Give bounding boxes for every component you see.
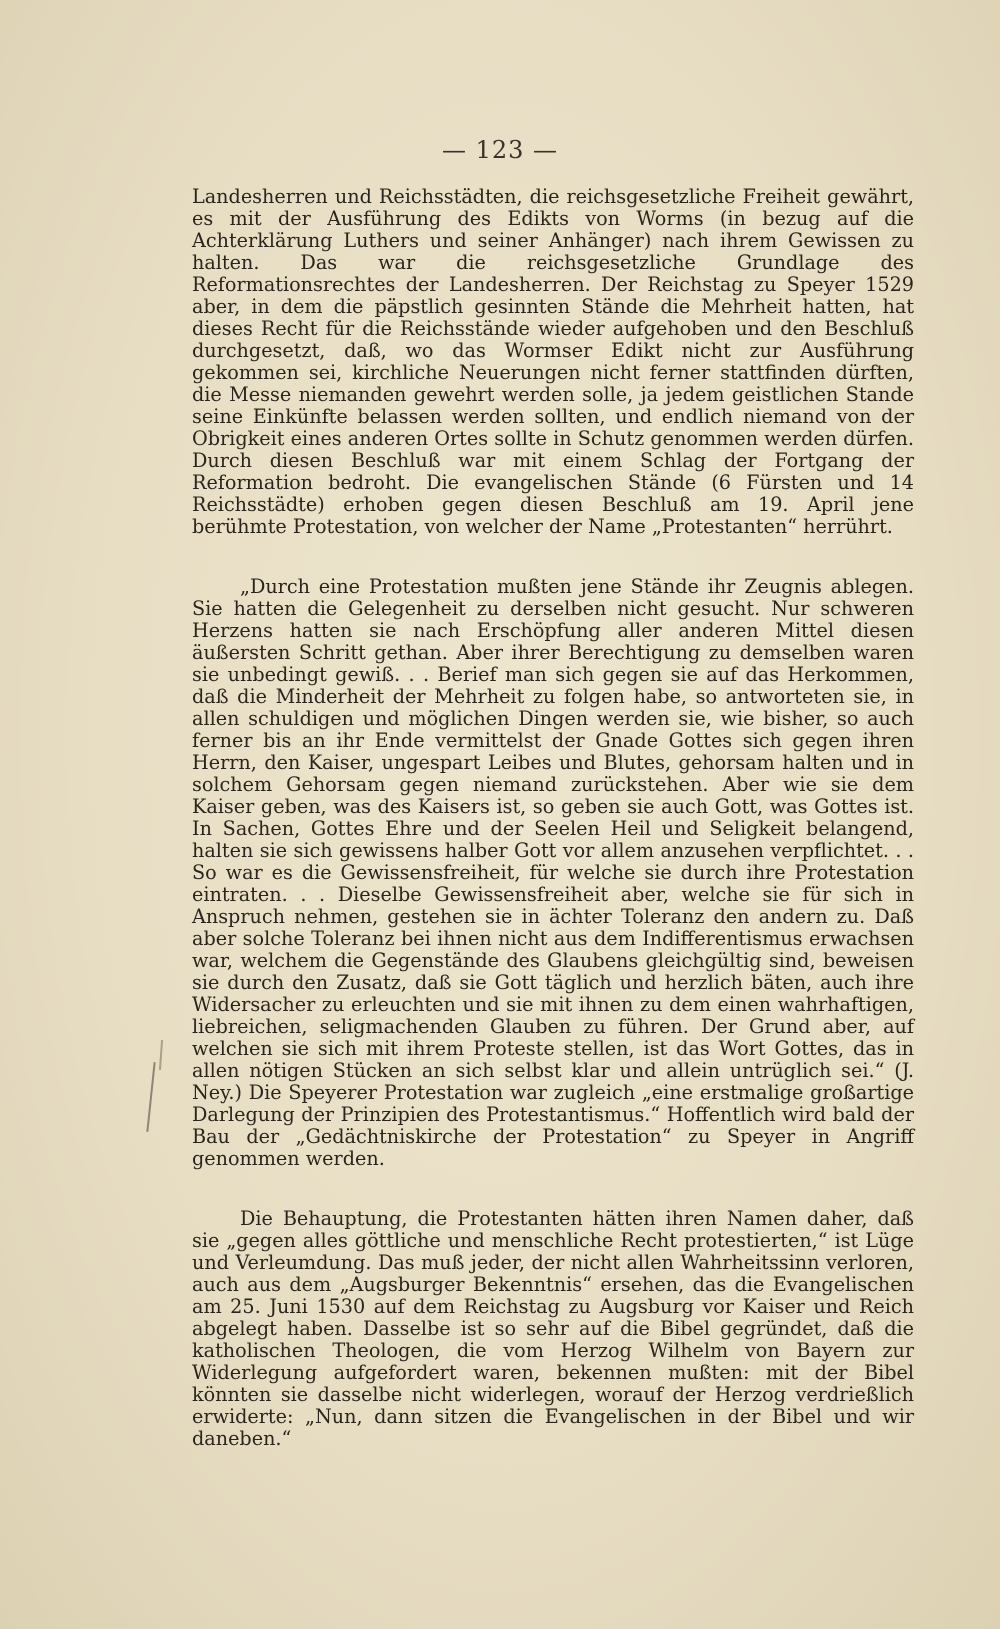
- paragraph-reformation-rights: Landesherren und Reichsstädten, die reichsgesetzliche Freiheit gewährt, es mit der Ausführung des Edikts von Worms (in bezug auf die Achterklärung Luthers und seiner Anhänger) nach ihrem Gewissen zu halten. Das war die reichsgesetzliche Grundlage des Reformationsrechtes der Landesherren. Der Reichstag zu Speyer 1529 aber, in dem die päpstlich gesinnten Stände die Mehrheit hatten, hat dieses Recht für die Reichsstände wieder aufgehoben und den Beschluß durchgesetzt, daß, wo das Wormser Edikt nicht zur Ausführung gekommen sei, kirchliche Neuerungen nicht ferner stattfinden dürften, die Messe niemanden gewehrt werden solle, ja jedem geistlichen Stande seine Einkünfte belassen werden sollten, und endlich niemand von der Obrigkeit eines anderen Ortes sollte in Schutz genommen werden dürfen. Durch diesen Beschluß war mit einem Schlag der Fortgang der Reformation bedroht. Die evangelischen Stände (6 Fürsten und 14 Reichsstädte) erhoben gegen diesen Beschluß am 19. April jene berühmte Protestation, von welcher der Name „Protestanten“ herrührt.: [192, 185, 914, 538]
- page-number: — 123 —: [441, 136, 559, 164]
- pencil-margin-mark: [146, 1062, 155, 1132]
- body-text: [192, 186, 914, 1450]
- paragraph-protestation-quote: „Durch eine Protestation mußten jene Stände ihr Zeugnis ablegen. Sie hatten die Gelegenheit zu derselben nicht gesucht. Nur schweren Herzens hatten sie nach Erschöpfung aller anderen Mittel diesen äußersten Schritt gethan. Aber ihrer Berechtigung zu demselben waren sie unbedingt gewiß. . . Berief man sich gegen sie auf das Herkommen, daß die Minderheit der Mehrheit zu folgen habe, so antworteten sie, in allen schuldigen und möglichen Dingen werden sie, wie bisher, so auch ferner bis an ihr Ende vermittelst der Gnade Gottes sich gegen ihren Herrn, den Kaiser, ungespart Leibes und Blutes, gehorsam halten und in solchem Gehorsam gegen niemand zurückstehen. Aber wie sie dem Kaiser geben, was des Kaisers ist, so geben sie auch Gott, was Gottes ist. In Sachen, Gottes Ehre und der Seelen Heil und Seligkeit belangend, halten sie sich gewissens halber Gott vor allem anzusehen verpflichtet. . . So war es die Gewissensfreiheit, für welche sie durch ihre Protestation eintraten. . . Dieselbe Gewissensfreiheit aber, welche sie für sich in Anspruch nehmen, gestehen sie in ächter Toleranz den andern zu. Daß aber solche Toleranz bei ihnen nicht aus dem Indifferentismus erwachsen war, welchem die Gegenstände des Glaubens gleichgültig sind, beweisen sie durch den Zusatz, daß sie Gott täglich und herzlich bäten, auch ihre Widersacher zu erleuchten und sie mit ihnen zu dem einen wahrhaftigen, liebreichen, seligmachenden Glauben zu führen. Der Grund aber, auf welchen sie sich mit ihrem Proteste stellen, ist das Wort Gottes, das in allen nötigen Stücken an sich selbst klar und allein untrüglich sei.“ (J. Ney.) Die Speyerer Protestation war zugleich „eine erstmalige großartige Darlegung der Prinzipien des Protestantismus.“ Hoffentlich wird bald der Bau der „Gedächtniskirche der Protestation“ zu Speyer in Angriff genommen werden.: [192, 575, 914, 1170]
- paragraph-augsburg-confession: Die Behauptung, die Protestanten hätten ihren Namen daher, daß sie „gegen alles göttliche und menschliche Recht protestierten,“ ist Lüge und Verleumdung. Das muß jeder, der nicht allen Wahrheitssinn verloren, auch aus dem „Augsburger Bekenntnis“ ersehen, das die Evangelischen am 25. Juni 1530 auf dem Reichstag zu Augsburg vor Kaiser und Reich abgelegt haben. Dasselbe ist so sehr auf die Bibel gegründet, daß die katholischen Theologen, die vom Herzog Wilhelm von Bayern zur Widerlegung aufgefordert waren, bekennen mußten: mit der Bibel könnten sie dasselbe nicht widerlegen, worauf der Herzog verdrießlich erwiderte: „Nun, dann sitzen die Evangelischen in der Bibel und wir daneben.“: [192, 1207, 914, 1450]
- pencil-margin-mark: [159, 1040, 163, 1070]
